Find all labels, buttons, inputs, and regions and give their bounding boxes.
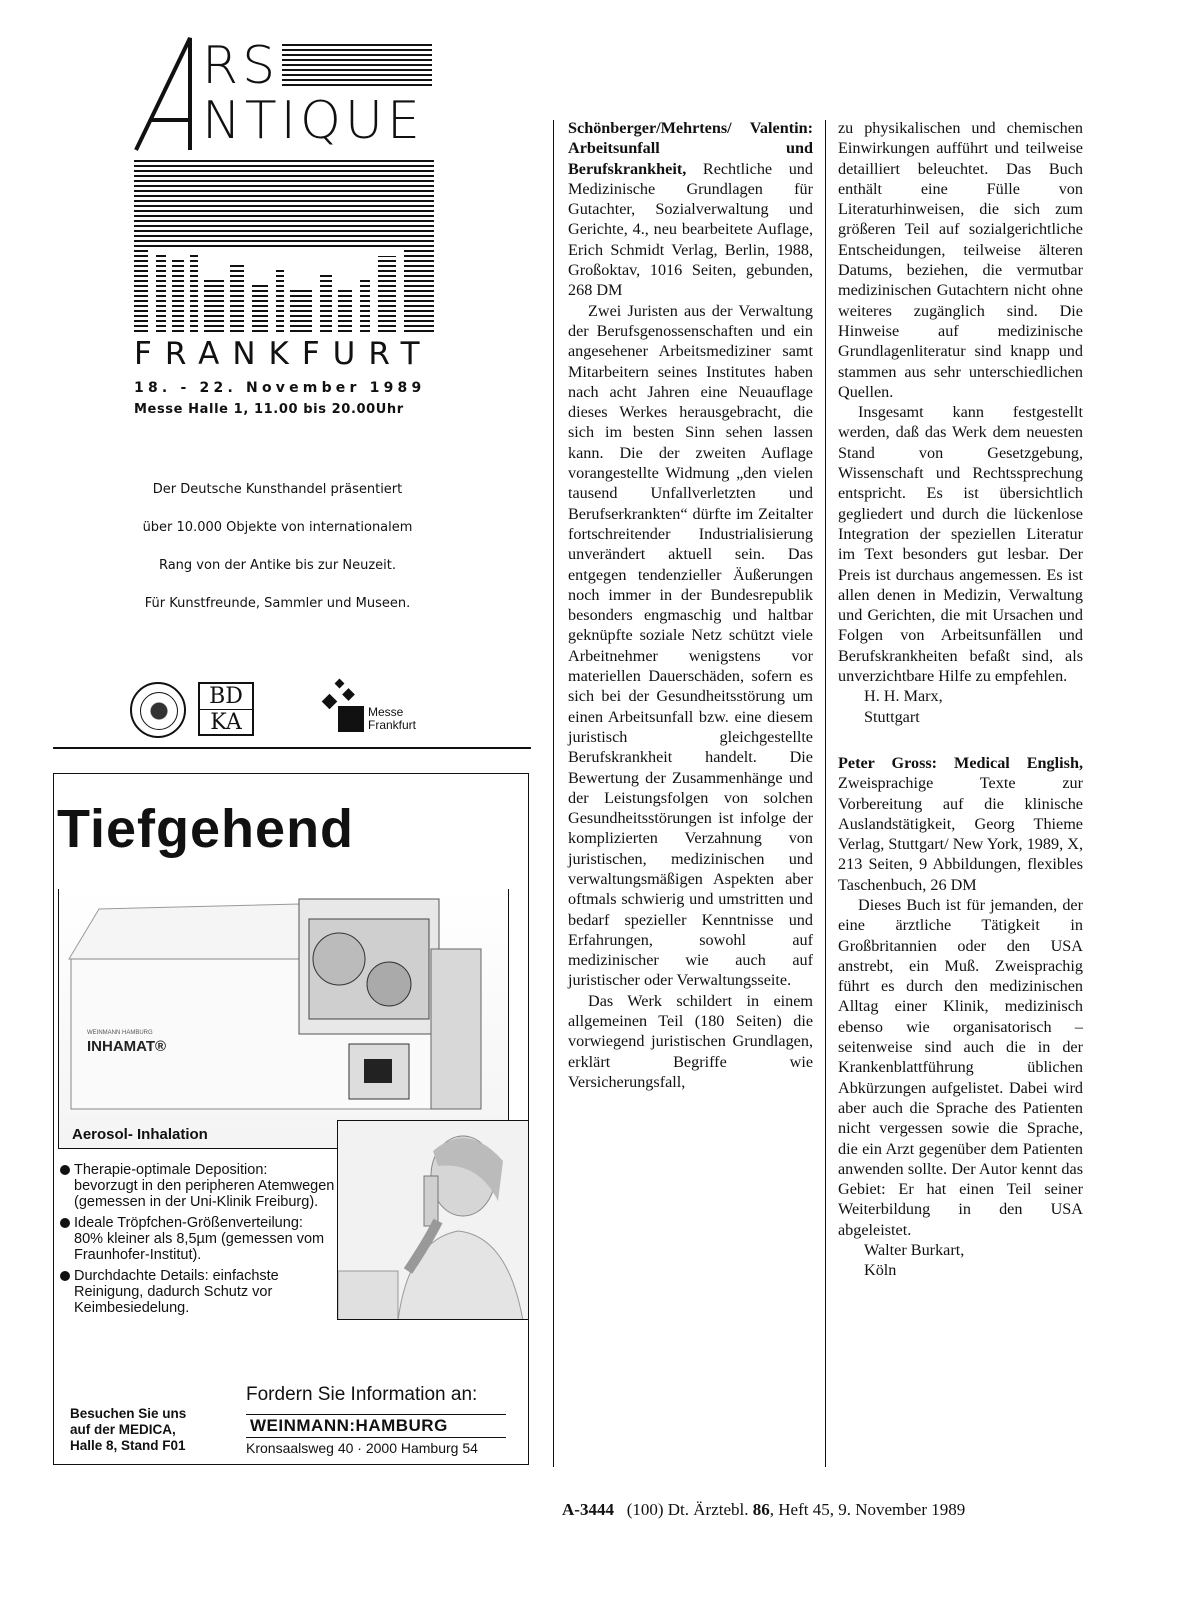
- journal-volume: 86: [752, 1500, 770, 1519]
- review2-heading: [838, 753, 1083, 895]
- review-column-left: [568, 118, 813, 1093]
- device-illustration: [59, 889, 509, 1149]
- review1-author: H. H. Marx,: [864, 687, 943, 706]
- visit-line: Besuchen Sie uns: [70, 1406, 187, 1421]
- skyline-graphic: [134, 160, 434, 335]
- event-hours: Messe Halle 1, 11.00 bis 20.00Uhr: [134, 402, 404, 417]
- sponsor-logos: [120, 670, 450, 740]
- messe-line: Frankfurt: [368, 718, 417, 732]
- logo-ntique: NTIQUE: [202, 91, 424, 151]
- bdka-top: BD: [200, 684, 252, 710]
- bdka-bottom: KA: [210, 710, 242, 735]
- info-request-text: Fordern Sie Information an:: [246, 1384, 478, 1405]
- seal-logo: [130, 682, 186, 738]
- woman-inhaling-photo: [337, 1120, 529, 1320]
- messe-logo-icon: [320, 676, 360, 736]
- review1-paragraph: Das Werk schildert in einem allgemeinen Teil (180 Seiten) die vorwiegend juristischen Grundlagen, erklärt Begriffe wie Versicherungsfall,: [568, 991, 813, 1091]
- review-gap: [838, 727, 1083, 747]
- company-name: WEINMANN:HAMBURG: [246, 1414, 506, 1438]
- page-footer: [562, 1500, 965, 1520]
- logo-rs: RS: [202, 36, 280, 96]
- description-line: Rang von der Antike bis zur Neuzeit.: [158, 558, 397, 573]
- page-number: A-3444: [562, 1500, 614, 1519]
- event-dates: 18. - 22. November 1989: [134, 380, 426, 396]
- review1-paragraph-cont: zu physikalischen und chemischen Einwirkungen aufführt und teilweise detailliert beleuchtet. Das Buch enthält eine Fülle von Literaturhinweisen, die sich zum größeren Teil auf sozialgerichtliche Entscheidungen, teilweise älteren Datums, beziehen, die vermutbar medizinischen Gutachtern nicht ohne weiteres zugänglich sind. Die Hinweise auf medizinische Grundlagenliteratur sind knapp und stammen aus sehr unterschiedlichen Quellen.: [838, 119, 1083, 401]
- journal-name: (100) Dt. Ärztebl.: [626, 1500, 753, 1519]
- inhamat-device-photo: [58, 889, 509, 1149]
- messe-line: Messe: [368, 705, 404, 719]
- logo-letter-a: [132, 34, 212, 154]
- ars-antique-ad: [120, 30, 450, 735]
- column-rule: [553, 120, 554, 1467]
- column-rule: [825, 120, 826, 1467]
- description-line: Der Deutsche Kunsthandel präsentiert: [152, 482, 403, 497]
- ad-headline: Tiefgehend: [57, 799, 355, 859]
- device-name-label: INHAMAT®: [87, 1038, 167, 1055]
- issue-date: , Heft 45, 9. November 1989: [769, 1500, 966, 1519]
- review2-author: Walter Burkart,: [864, 1241, 965, 1260]
- ad-divider: [53, 747, 531, 749]
- logo-stripes: [282, 44, 432, 88]
- ars-antique-logo: [134, 36, 434, 151]
- feature-item: Ideale Tröpfchen-Größenverteilung: 80% kleiner als 8,5µm (gemessen vom Fraunhofer-Institut).: [60, 1215, 335, 1263]
- visit-line: Halle 8, Stand F01: [70, 1438, 186, 1453]
- review1-biblio: Rechtliche und Medizinische Grundlagen für Gutachter, Sozialverwaltung und Gerichte, 4., neu bearbeitete Auflage, Erich Schmidt Verlag, Berlin, 1988, Großoktav, 1016 Seiten, gebunden, 268 DM: [568, 159, 813, 300]
- feature-list: [60, 1162, 335, 1321]
- description-line: Für Kunstfreunde, Sammler und Museen.: [144, 596, 411, 611]
- review1-paragraph: Zwei Juristen aus der Verwaltung der Berufsgenossenschaften und ein angesehener Arbeitsmediziner samt Mitarbeitern seines Institutes haben nach acht Jahren eine Neuauflage dieses Werkes herausgebracht, die sich im besten Sinn sehen lassen kann. Die der zweiten Auflage vorangestellte Widmung „den vielen tausend Unfallverletzten und Berufserkrankten“ dürfte im Zeitalter fortschreitender Industrialisierung unverändert aktuell sein. Das entgegen tendenzieller Äußerungen noch immer in der Bundesrepublik besonders engmaschig und haltbar geknüpfte soziale Netz schützt viele Arbeitnehmer wenigstens vor materiellen Dauerschäden, sofern es sich bei der Gesundheitsstörung um einen Arbeitsunfall bzw. eine diesem juristisch gleichgestellte Berufskrankheit handelt. Die Bewertung der Zusammenhänge und der Leistungsfolgen von solchen Gesundheitsstörungen ist infolge der komplizierten Verzahnung von juristischen, medizinischen und verwaltungsmäßigen Aspekten aber oftmals schwierig und umstritten und bedarf spezieller Kenntnisse und Erfahrungen, sowohl auf medizinischer wie auch auf juristischer oder Verwaltungsseite.: [568, 301, 813, 990]
- event-city: FRANKFURT: [134, 336, 433, 372]
- messe-logo-text: [368, 706, 416, 732]
- inhamat-ad: [53, 773, 529, 1465]
- review-column-right: [838, 118, 1083, 1281]
- bdka-logo: [198, 682, 254, 736]
- visit-line: auf der MEDICA,: [70, 1422, 176, 1437]
- review2-biblio: Zweisprachige Texte zur Vorbereitung auf die klinische Auslandstätigkeit, Georg Thieme Verlag, Stuttgart/ New York, 1989, X, 213 Seiten, 9 Abbildungen, flexibles Taschenbuch, 26 DM: [838, 774, 1083, 894]
- review1-paragraph: Insgesamt kann festgestellt werden, daß das Werk dem neuesten Stand von Gesetzgebung, Wissenschaft und Rechtssprechung entspricht. Es ist übersichtlich gegliedert und durch die lückenlose Integration der speziellen Literatur im Text besonders gut lesbar. Der Preis ist durchaus angemessen. Es ist allen denen in Medizin, Verwaltung und Gerichten, die mit Ursachen und Folgen von Arbeitsunfällen und Berufskrankheiten befaßt sind, als unverzichtbare Hilfe zu empfehlen.: [838, 403, 1083, 686]
- review2-paragraph: Dieses Buch ist für jemanden, der eine ärztliche Tätigkeit in Großbritannien oder den USA anstrebt, ein Muß. Zweisprachig führt es durch den medizinischen Alltag einer Klinik, medizinisch ebenso wie organisatorisch – seitenweise sind auch die in der Krankenblattführung üblichen Abkürzungen aufgelistet. Dabei wird aber auch die Sprache des Patienten nicht vergessen sowie die Sprache, die ein Arzt gegenüber dem Patienten anwenden sollte. Der Autor kennt das Gebiet: Er hat einen Teil seiner Weiterbildung in den USA abgeleistet.: [838, 895, 1083, 1239]
- ad-description: [120, 480, 435, 632]
- review2-title: Peter Gross: Medical English,: [838, 753, 1083, 772]
- feature-item: Durchdachte Details: einfachste Reinigung, dadurch Schutz vor Keimbesiedelung.: [60, 1268, 335, 1316]
- review1-city: Stuttgart: [864, 707, 920, 726]
- device-brand-label: WEINMANN HAMBURG: [87, 1030, 153, 1036]
- feature-item: Therapie-optimale Deposition: bevorzugt in den peripheren Atemwegen (gemessen in der Uni-Klinik Freiburg).: [60, 1162, 335, 1210]
- review2-city: Köln: [864, 1261, 897, 1280]
- review1-heading: [568, 118, 813, 301]
- description-line: über 10.000 Objekte von internationalem: [142, 520, 413, 535]
- medica-visit-note: [70, 1406, 186, 1454]
- photo-caption: Aerosol- Inhalation: [72, 1126, 208, 1143]
- review1-title: Schönberger/Mehrtens/ Valentin: Arbeitsunfall und Berufskrankheit,: [568, 119, 813, 178]
- company-address: Kronsaalsweg 40 · 2000 Hamburg 54: [246, 1440, 478, 1456]
